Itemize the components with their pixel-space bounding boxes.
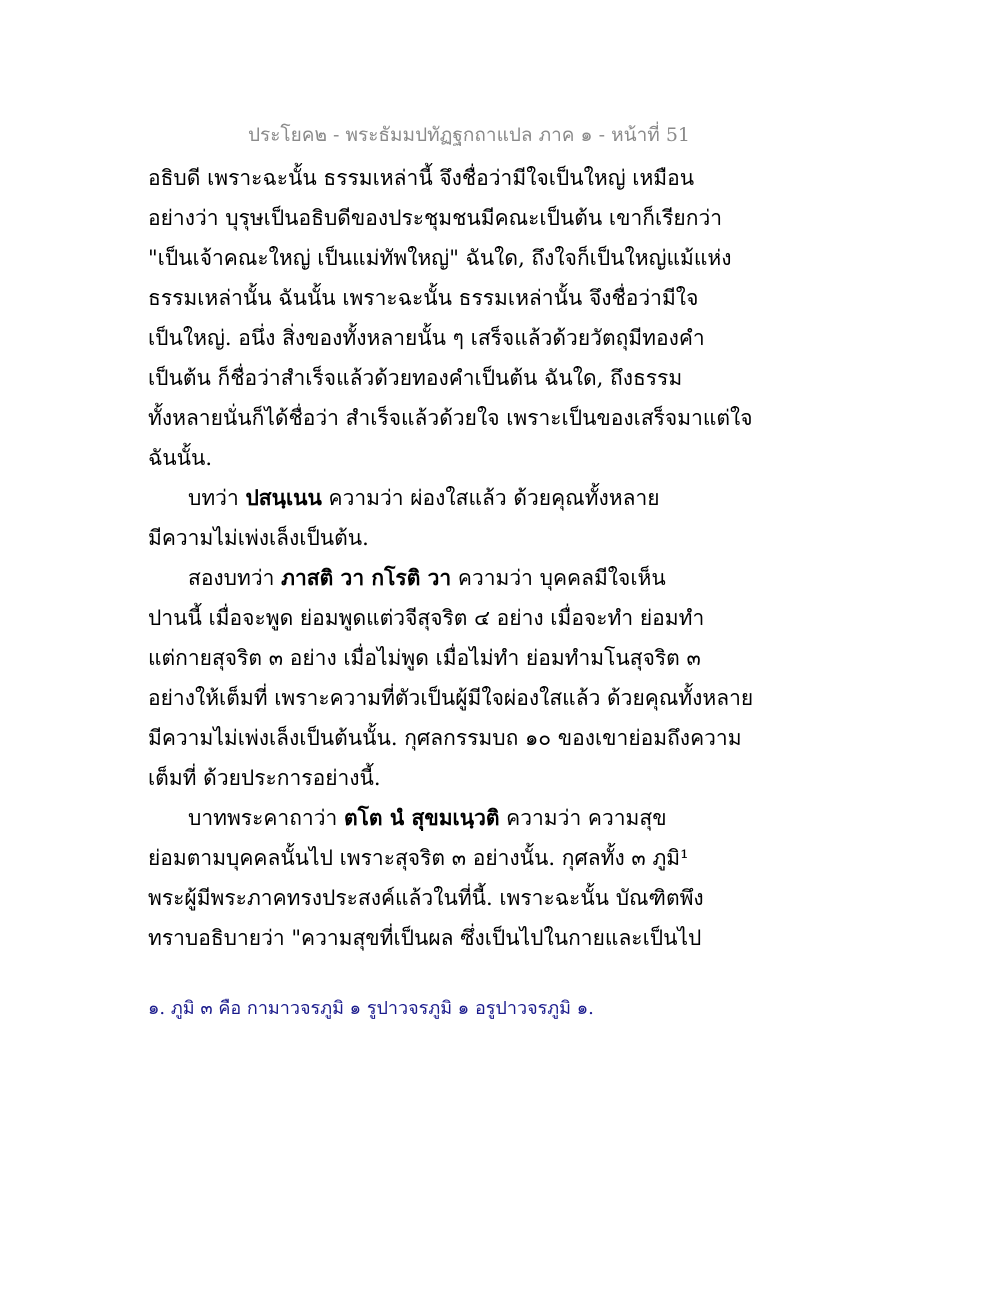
text-line: มีความไม่เพ่งเล็งเป็นต้น. — [148, 526, 369, 550]
pali-term: ตโต นํ สุขมเนฺวติ — [343, 805, 500, 830]
text-line: อย่างให้เต็มที่ เพราะความที่ตัวเป็นผู้มีใจผ่องใสแล้ว ด้วยคุณทั้งหลาย — [148, 686, 754, 710]
text-run: ความว่า บุคคลมีใจเห็น — [451, 566, 666, 590]
text-line: ปานนี้ เมื่อจะพูด ย่อมพูดแต่วจีสุจริต ๔ อย่าง เมื่อจะทำ ย่อมทำ — [148, 606, 705, 630]
text-run: ความว่า ความสุข — [499, 806, 667, 830]
text-line: เป็นใหญ่. อนึ่ง สิ่งของทั้งหลายนั้น ๆ เสร็จแล้วด้วยวัตถุมีทองคำ — [148, 326, 705, 350]
text-line: เป็นต้น ก็ชื่อว่าสำเร็จแล้วด้วยทองคำเป็นต้น ฉันใด, ถึงธรรม — [148, 366, 683, 390]
text-line: พระผู้มีพระภาคทรงประสงค์แล้วในที่นี้. เพราะฉะนั้น บัณฑิตพึง — [148, 886, 704, 910]
text-run: สองบทว่า — [188, 566, 282, 590]
text-line — [148, 558, 708, 598]
text-line: ฉันนั้น. — [148, 446, 213, 470]
text-run: บทว่า — [188, 486, 246, 510]
body-text — [148, 158, 754, 958]
text-line: "เป็นเจ้าคณะใหญ่ เป็นแม่ทัพใหญ่" ฉันใด, ถึงใจก็เป็นใหญ่แม้แห่ง — [148, 246, 732, 270]
text-line: อย่างว่า บุรุษเป็นอธิบดีของประชุมชนมีคณะเป็นต้น เขาก็เรียกว่า — [148, 206, 723, 230]
text-line: แต่กายสุจริต ๓ อย่าง เมื่อไม่พูด เมื่อไม่ทำ ย่อมทำมโนสุจริต ๓ — [148, 646, 701, 670]
text-line — [148, 478, 708, 518]
pali-term: ภาสติ วา กโรติ วา — [281, 565, 452, 590]
footnote: ๑. ภูมิ ๓ คือ กามาวจรภูมิ ๑ รูปาวจรภูมิ ๑ อรูปาวจรภูมิ ๑. — [148, 998, 594, 1019]
text-line: ธรรมเหล่านั้น ฉันนั้น เพราะฉะนั้น ธรรมเหล่านั้น จึงชื่อว่ามีใจ — [148, 286, 699, 310]
text-line: เต็มที่ ด้วยประการอย่างนี้. — [148, 766, 381, 790]
running-header: ประโยค๒ - พระธัมมปทัฏฐกถาแปล ภาค ๑ - หน้าที่ 51 — [247, 124, 690, 146]
text-line: อธิบดี เพราะฉะนั้น ธรรมเหล่านี้ จึงชื่อว่ามีใจเป็นใหญ่ เหมือน — [148, 166, 695, 190]
text-run: บาทพระคาถาว่า — [188, 806, 344, 830]
text-line — [148, 798, 708, 838]
text-line: ทราบอธิบายว่า "ความสุขที่เป็นผล ซึ่งเป็นไปในกายและเป็นไป — [148, 926, 702, 950]
pali-term: ปสนฺเนน — [245, 485, 322, 510]
text-line: มีความไม่เพ่งเล็งเป็นต้นนั้น. กุศลกรรมบถ ๑๐ ของเขาย่อมถึงความ — [148, 726, 742, 750]
text-run: ความว่า ผ่องใสแล้ว ด้วยคุณทั้งหลาย — [321, 486, 660, 510]
text-line: ย่อมตามบุคคลนั้นไป เพราะสุจริต ๓ อย่างนั้น. กุศลทั้ง ๓ ภูมิ¹ — [148, 846, 689, 870]
text-line: ทั้งหลายนั่นก็ได้ชื่อว่า สำเร็จแล้วด้วยใจ เพราะเป็นของเสร็จมาแต่ใจ — [148, 406, 753, 430]
